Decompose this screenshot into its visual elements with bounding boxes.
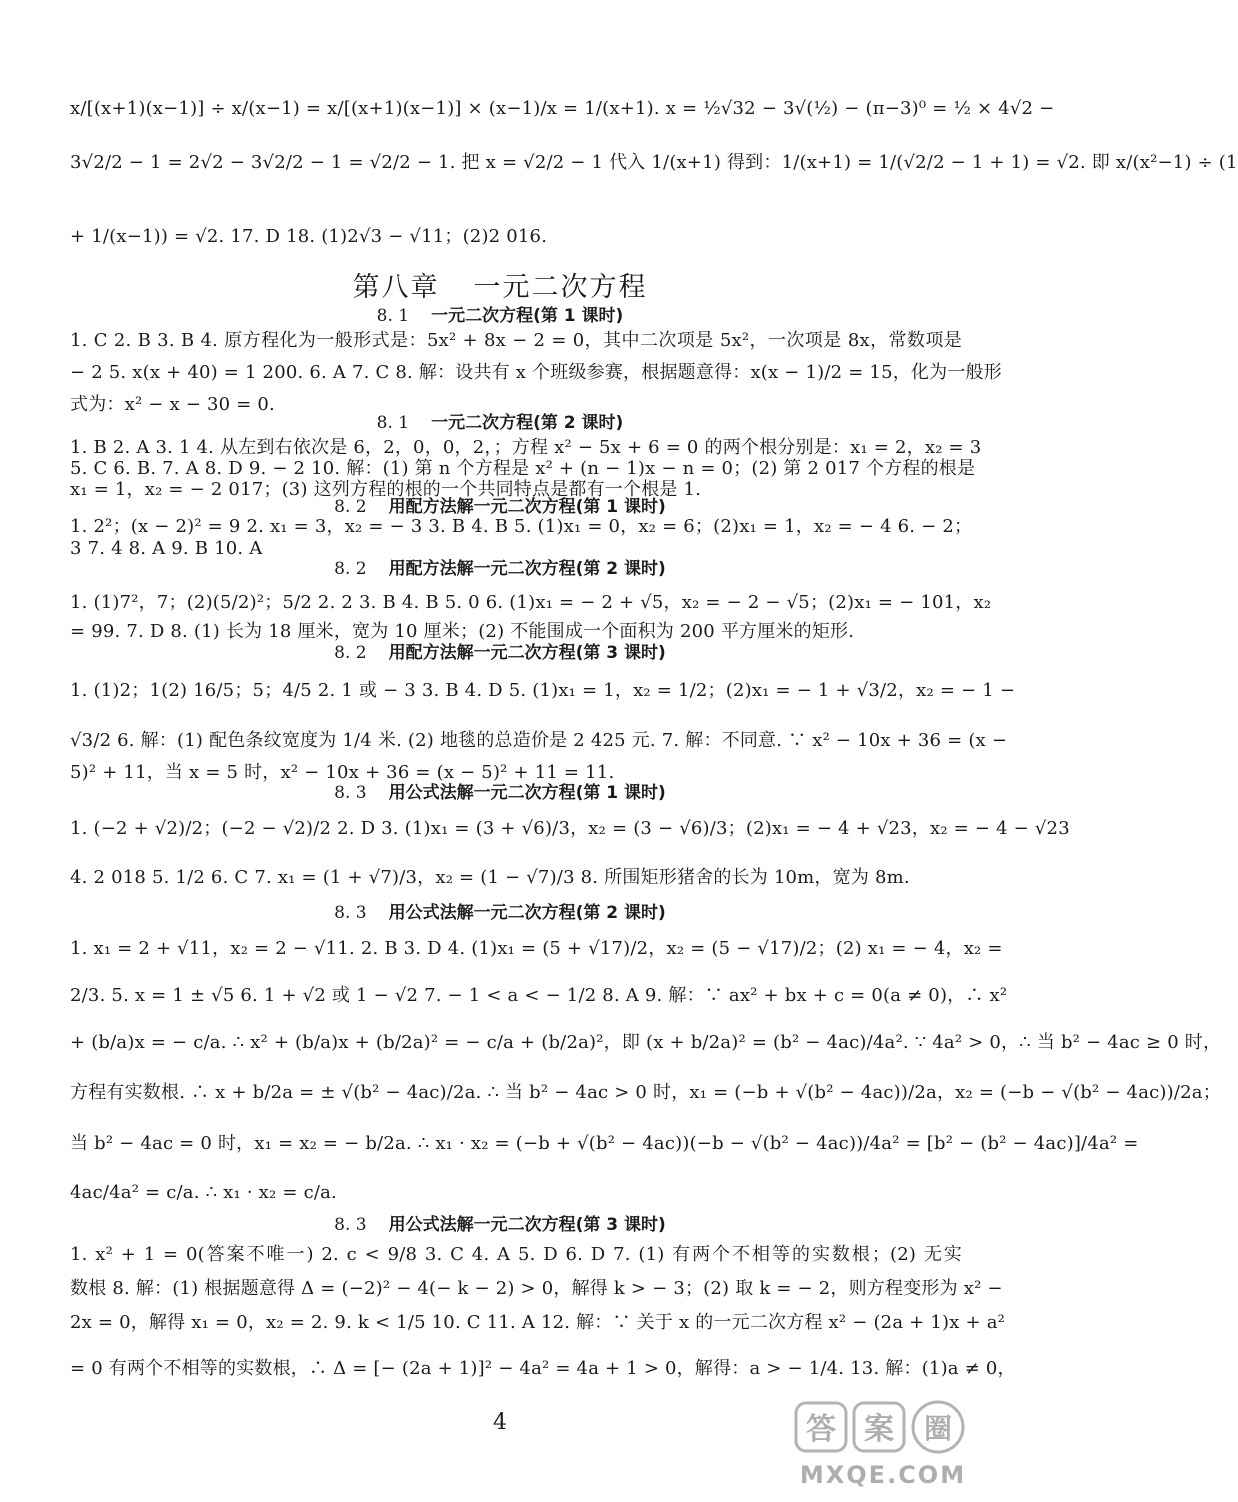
text-line: 式为：x² − x − 30 = 0. <box>70 394 275 415</box>
section-title: 一元二次方程(第 2 课时) <box>431 413 624 433</box>
section-heading <box>0 305 1000 327</box>
section-title: 用配方法解一元二次方程(第 2 课时) <box>388 559 666 579</box>
section-heading <box>0 642 1000 664</box>
text-line: 1. (−2 + √2)/2；(−2 − √2)/2 2. D 3. (1)x₁ = (3 + √6)/3，x₂ = (3 − √6)/3；(2)x₁ = − 4 + √23，x₂ = − 4 − √23 <box>70 818 1070 839</box>
text-line: 1. x₁ = 2 + √11，x₂ = 2 − √11. 2. B 3. D 4. (1)x₁ = (5 + √17)/2，x₂ = (5 − √17)/2；(2) x₁ = − 4，x₂ = <box>70 938 1003 959</box>
section-number: 8. 2 <box>334 559 367 579</box>
text-line: 1. x² + 1 = 0(答案不唯一) 2. c < 9/8 3. C 4. A 5. D 6. D 7. (1) 有两个不相等的实数根；(2) 无实 <box>70 1244 962 1265</box>
text-line: 3√2/2 − 1 = 2√2 − 3√2/2 − 1 = √2/2 − 1. 把 x = √2/2 − 1 代入 1/(x+1) 得到：1/(x+1) = 1/(√2/2 − 1 + 1) = √2. 即 x/(x²−1) ÷ (1 <box>70 152 1238 173</box>
section-title: 用公式法解一元二次方程(第 2 课时) <box>388 903 666 923</box>
section-title: 用公式法解一元二次方程(第 3 课时) <box>388 1215 666 1235</box>
text-line: 1. (1)2；1(2) 16/5；5；4/5 2. 1 或 − 3 3. B 4. D 5. (1)x₁ = 1，x₂ = 1/2；(2)x₁ = − 1 + √3/2，x₂ = − 1 − <box>70 680 1016 701</box>
chapter-title <box>0 265 1000 304</box>
page-number: 4 <box>493 1410 507 1435</box>
text-line: = 0 有两个不相等的实数根，∴ Δ = [− (2a + 1)]² − 4a² = 4a + 1 > 0，解得：a > − 1/4. 13. 解：(1)a ≠ 0， <box>70 1358 1016 1379</box>
section-number: 8. 3 <box>334 1215 367 1235</box>
section-heading <box>0 412 1000 434</box>
text-line: 2x = 0，解得 x₁ = 0，x₂ = 2. 9. k < 1/5 10. C 11. A 12. 解：∵ 关于 x 的一元二次方程 x² − (2a + 1)x + a² <box>70 1312 1006 1333</box>
section-heading <box>0 496 1000 518</box>
text-line: 1. 2²；(x − 2)² = 9 2. x₁ = 3，x₂ = − 3 3. B 4. B 5. (1)x₁ = 0，x₂ = 6；(2)x₁ = 1，x₂ = − 4 6. − 2； <box>70 516 973 537</box>
text-line: 3 7. 4 8. A 9. B 10. A <box>70 538 263 559</box>
section-number: 8. 3 <box>334 903 367 923</box>
text-line: − 2 5. x(x + 40) = 1 200. 6. A 7. C 8. 解：设共有 x 个班级参赛，根据题意得：x(x − 1)/2 = 15，化为一般形 <box>70 362 1002 383</box>
section-number: 8. 3 <box>334 783 367 803</box>
section-title: 一元二次方程(第 1 课时) <box>431 306 624 326</box>
text-line: √3/2 6. 解：(1) 配色条纹宽度为 1/4 米. (2) 地毯的总造价是 2 425 元. 7. 解：不同意. ∵ x² − 10x + 36 = (x − <box>70 730 1008 751</box>
text-line: 数根 8. 解：(1) 根据题意得 Δ = (−2)² − 4(− k − 2) > 0，解得 k > − 3；(2) 取 k = − 2，则方程变形为 x² − <box>70 1278 1003 1299</box>
chapter-name: 一元二次方程 <box>473 272 648 303</box>
section-title: 用配方法解一元二次方程(第 3 课时) <box>388 643 666 663</box>
text-line: 2/3. 5. x = 1 ± √5 6. 1 + √2 或 1 − √2 7. − 1 < a < − 1/2 8. A 9. 解：∵ ax² + bx + c = 0(a ≠ 0)，∴ x² <box>70 985 1008 1006</box>
text-line: x/[(x+1)(x−1)] ÷ x/(x−1) = x/[(x+1)(x−1)] × (x−1)/x = 1/(x+1). x = ½√32 − 3√(½) − (π−3)⁰ = ½ × 4√2 − <box>70 98 1055 119</box>
section-number: 8. 1 <box>376 413 410 433</box>
section-number: 8. 1 <box>376 306 410 326</box>
text-line: 5)² + 11，当 x = 5 时，x² − 10x + 36 = (x − 5)² + 11 = 11. <box>70 762 615 783</box>
text-line: 4. 2 018 5. 1/2 6. C 7. x₁ = (1 + √7)/3，x₂ = (1 − √7)/3 8. 所围矩形猪舍的长为 10m，宽为 8m. <box>70 867 910 888</box>
section-heading <box>0 902 1000 924</box>
watermark-char: 答 <box>806 1412 836 1447</box>
watermark-char: 圈 <box>923 1412 953 1445</box>
section-number: 8. 2 <box>334 643 367 663</box>
text-line: x₁ = 1，x₂ = − 2 017；(3) 这列方程的根的一个共同特点是都有一个根是 1. <box>70 479 702 500</box>
section-heading <box>0 1214 1000 1236</box>
section-number: 8. 2 <box>334 497 367 517</box>
text-line: 5. C 6. B. 7. A 8. D 9. − 2 10. 解：(1) 第 n 个方程是 x² + (n − 1)x − n = 0；(2) 第 2 017 个方程的根是 <box>70 458 976 479</box>
section-heading <box>0 558 1000 580</box>
section-title: 用公式法解一元二次方程(第 1 课时) <box>388 783 666 803</box>
text-line: 1. (1)7²，7；(2)(5/2)²；5/2 2. 2 3. B 4. B 5. 0 6. (1)x₁ = − 2 + √5，x₂ = − 2 − √5；(2)x₁ = − 101，x₂ <box>70 592 992 613</box>
watermark-domain: MXQE.COM <box>799 1461 967 1489</box>
section-heading <box>0 782 1000 804</box>
text-line: 方程有实数根. ∴ x + b/2a = ± √(b² − 4ac)/2a. ∴ 当 b² − 4ac > 0 时，x₁ = (−b + √(b² − 4ac))/2a，x₂ = (−b − √(b² − 4ac))/2a； <box>70 1082 1221 1103</box>
text-line: 当 b² − 4ac = 0 时，x₁ = x₂ = − b/2a. ∴ x₁ · x₂ = (−b + √(b² − 4ac))(−b − √(b² − 4ac))/4a² = [b² − (b² − 4ac)]/4a² = <box>70 1133 1139 1154</box>
section-title: 用配方法解一元二次方程(第 1 课时) <box>388 497 666 517</box>
text-line: 1. C 2. B 3. B 4. 原方程化为一般形式是：5x² + 8x − 2 = 0，其中二次项是 5x²，一次项是 8x，常数项是 <box>70 330 962 351</box>
text-line: = 99. 7. D 8. (1) 长为 18 厘米，宽为 10 厘米；(2) 不能围成一个面积为 200 平方厘米的矩形. <box>70 621 855 642</box>
chapter-number: 第八章 <box>352 272 440 303</box>
text-line: + 1/(x−1)) = √2. 17. D 18. (1)2√3 − √11；(2)2 016. <box>70 226 548 247</box>
watermark-char: 案 <box>864 1412 894 1447</box>
text-line: 1. B 2. A 3. 1 4. 从左到右依次是 6，2，0，0，2，；方程 x² − 5x + 6 = 0 的两个根分别是：x₁ = 2，x₂ = 3 <box>70 437 982 458</box>
text-line: + (b/a)x = − c/a. ∴ x² + (b/a)x + (b/2a)² = − c/a + (b/2a)²，即 (x + b/2a)² = (b² − 4ac)/4a². ∵ 4a² > 0，∴ 当 b² − 4ac ≥ 0 时， <box>70 1032 1222 1053</box>
watermark-logo <box>788 1397 978 1492</box>
text-line: 4ac/4a² = c/a. ∴ x₁ · x₂ = c/a. <box>70 1182 337 1203</box>
